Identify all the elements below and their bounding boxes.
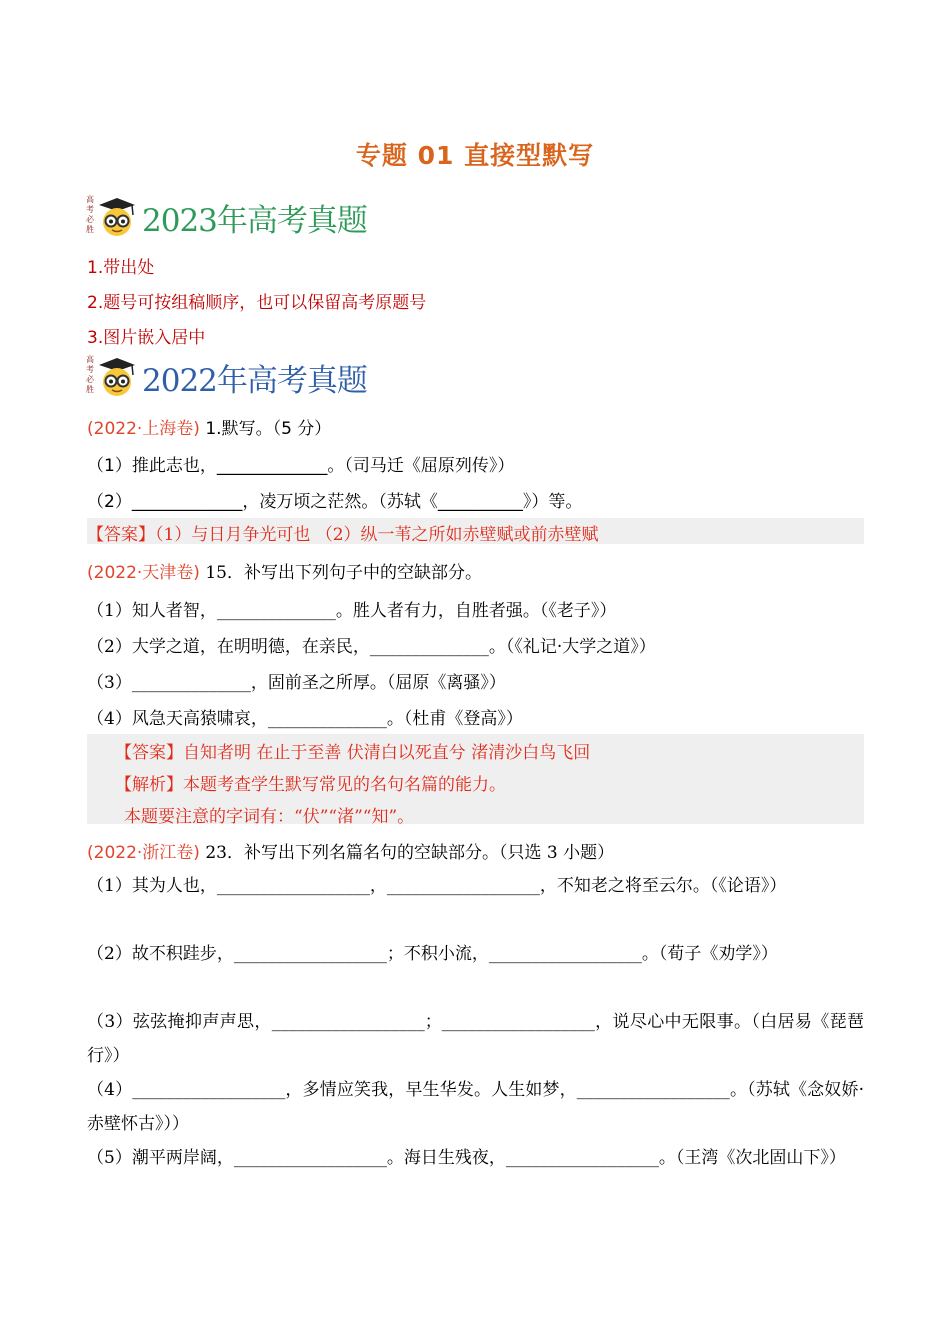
question-item: （3）弦弦掩抑声声思，__________________；__________________，说尽心中无限事。（白居易《琵琶行》） xyxy=(87,1012,864,1066)
scholar-mascot-icon xyxy=(86,193,140,241)
answer-text: 【答案】（1）与日月争光可也 （2）纵一苇之所如赤壁赋或前赤壁赋 xyxy=(87,525,599,545)
editor-note-1: 1.带出处 xyxy=(87,258,155,278)
section-title-2022: 2022年高考真题 xyxy=(142,362,367,399)
question-source: (2022·浙江卷) xyxy=(87,843,200,863)
analysis-note: 本题要注意的字词有：“伏”“渚”“知”。 xyxy=(124,807,415,827)
question-item: （2）故不积跬步，__________________；不积小流，__________________。（荀子《劝学》） xyxy=(87,944,778,964)
question-item: （5）潮平两岸阔，__________________。海日生残夜，__________________。（王湾《次北固山下》） xyxy=(87,1148,846,1168)
question-item: （2）_____________，凌万顷之茫然。（苏轼《__________》）等。 xyxy=(87,492,583,512)
question-item: （3）______________，固前圣之所厚。（屈原《离骚》） xyxy=(87,673,506,693)
question-tianjin-stem xyxy=(87,558,482,583)
editor-note-3: 3.图片嵌入居中 xyxy=(87,328,206,348)
editor-note-2: 2.题号可按组稿顺序，也可以保留高考原题号 xyxy=(87,293,427,313)
scholar-mascot-icon xyxy=(86,353,140,401)
answer-box xyxy=(87,518,864,544)
question-item: （1）其为人也，__________________，__________________，不知老之将至云尔。（《论语》） xyxy=(87,876,787,896)
logo-lettering: 高 考 必 胜 xyxy=(86,195,94,234)
question-item: （1）推此志也，_____________。（司马迁《屈原列传》） xyxy=(87,456,515,476)
answer-box xyxy=(87,734,864,827)
question-item: （4）__________________，多情应笑我，早生华发。人生如梦，__________________。（苏轼《念奴娇·赤壁怀古》）） xyxy=(87,1080,864,1134)
question-zhejiang-stem xyxy=(87,838,614,863)
question-shanghai-stem xyxy=(87,414,331,439)
analysis-text: 【解析】本题考查学生默写常见的名句名篇的能力。 xyxy=(115,775,506,795)
page-title: 专题 01 直接型默写 xyxy=(355,141,595,170)
section-header-2022 xyxy=(86,352,367,402)
question-source: (2022·天津卷) xyxy=(87,563,200,583)
question-item: （4）风急天高猿啸哀，______________。（杜甫《登高》） xyxy=(87,709,523,729)
logo-lettering: 高 考 必 胜 xyxy=(86,355,94,394)
question-stem: 23．补写出下列名篇名句的空缺部分。（只选 3 小题） xyxy=(205,843,615,863)
question-item: （2）大学之道，在明明德，在亲民，______________。（《礼记·大学之道》） xyxy=(87,637,656,657)
section-title-2023: 2023年高考真题 xyxy=(142,202,367,239)
section-header-2023 xyxy=(86,192,367,242)
question-source: (2022·上海卷) xyxy=(87,419,200,439)
question-item: （1）知人者智，______________。胜人者有力，自胜者强。（《老子》） xyxy=(87,601,617,621)
question-stem: 15．补写出下列句子中的空缺部分。 xyxy=(205,563,482,583)
question-stem: 1.默写。（5 分） xyxy=(205,419,332,439)
answer-text: 【答案】自知者明 在止于至善 伏清白以死直兮 渚清沙白鸟飞回 xyxy=(115,743,591,763)
